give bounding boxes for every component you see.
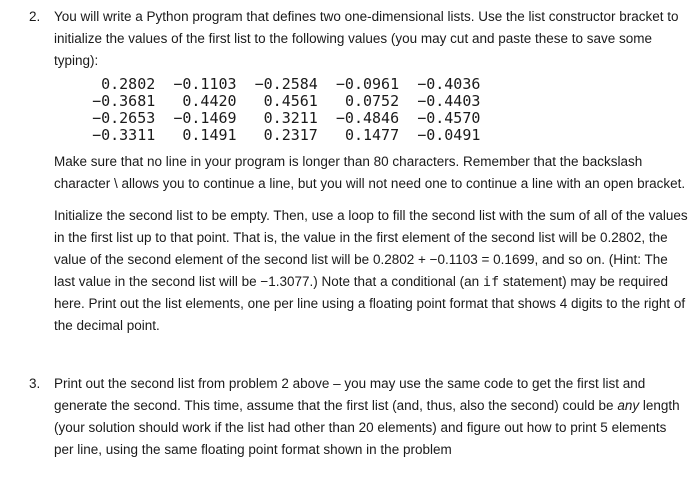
value-row [74, 127, 689, 144]
problem-3-number: 3. [29, 376, 41, 391]
value-cell: −0.0961 [335, 75, 400, 93]
value-cell: 0.3211 [263, 109, 318, 127]
problem-2-line-length-note: Make sure that no line in your program is longer than 80 characters. Remember that the backslash character \ allows you to continue a line, but you will not need one to continue a line with an open bracket. [54, 154, 686, 191]
value-cell: 0.4561 [263, 92, 318, 110]
value-cell: 0.1491 [182, 126, 237, 144]
problem-3 [29, 373, 689, 461]
value-cell: −0.2584 [254, 75, 318, 93]
value-cell: 0.4420 [182, 92, 237, 110]
value-cell: 0.0752 [344, 92, 400, 110]
value-row [74, 76, 689, 93]
problem-2-second-list-instructions [54, 205, 689, 337]
problem-2-body [54, 6, 689, 337]
value-cell: −0.4570 [417, 109, 481, 127]
value-grid [74, 76, 689, 144]
value-cell: −0.3681 [92, 92, 156, 110]
value-row [74, 110, 689, 127]
problem-2 [29, 6, 689, 337]
value-cell: 0.2802 [101, 75, 156, 93]
problem-2-text-part1: Initialize the second list to be empty. Then, use a loop to fill the second list with the sum of all of the values in the first list up to that point. That is, the value in the first element of the second list will be 0.2802, the value of the second element of the second list will be 0.2802 + −0.1103 = 0.1699, and so on. (Hint: The last value in the second list will be −1.3077.) Note that a conditional (an [54, 208, 688, 289]
value-row [74, 93, 689, 110]
value-cell: −0.1103 [173, 75, 237, 93]
problem-3-text-part1: Print out the second list from problem 2 above – you may use the same code to get the first list and generate the second. This time, assume that the first list (and, thus, also the second) could be [54, 376, 646, 413]
value-cell: −0.4036 [417, 75, 481, 93]
problem-3-body [54, 373, 689, 461]
value-cell: −0.3311 [92, 126, 156, 144]
problem-2-number: 2. [29, 9, 41, 24]
value-cell: −0.4403 [417, 92, 481, 110]
value-cell: −0.1469 [173, 109, 237, 127]
problem-3-text-part2: length (your solution should work if the list had other than 20 elements) and figure out how to print 5 elements per line, using the same floating point format shown in the problem [54, 398, 680, 457]
value-cell: 0.2317 [263, 126, 318, 144]
problem-2-text-part2: statement) may be required here. Print out the list elements, one per line using a floating point format that shows 4 digits to the right of the decimal point. [54, 274, 686, 333]
value-cell: 0.1477 [344, 126, 400, 144]
value-cell: −0.0491 [417, 126, 481, 144]
value-cell: −0.2653 [92, 109, 156, 127]
problem-3-emphasis: any [617, 398, 640, 413]
if-keyword: if [482, 274, 500, 290]
problem-3-text [54, 373, 689, 461]
problem-2-intro: You will write a Python program that defines two one-dimensional lists. Use the list constructor bracket to initialize the values of the first list to the following values (you may cut and paste these to save some typing): [54, 9, 679, 68]
value-cell: −0.4846 [335, 109, 400, 127]
